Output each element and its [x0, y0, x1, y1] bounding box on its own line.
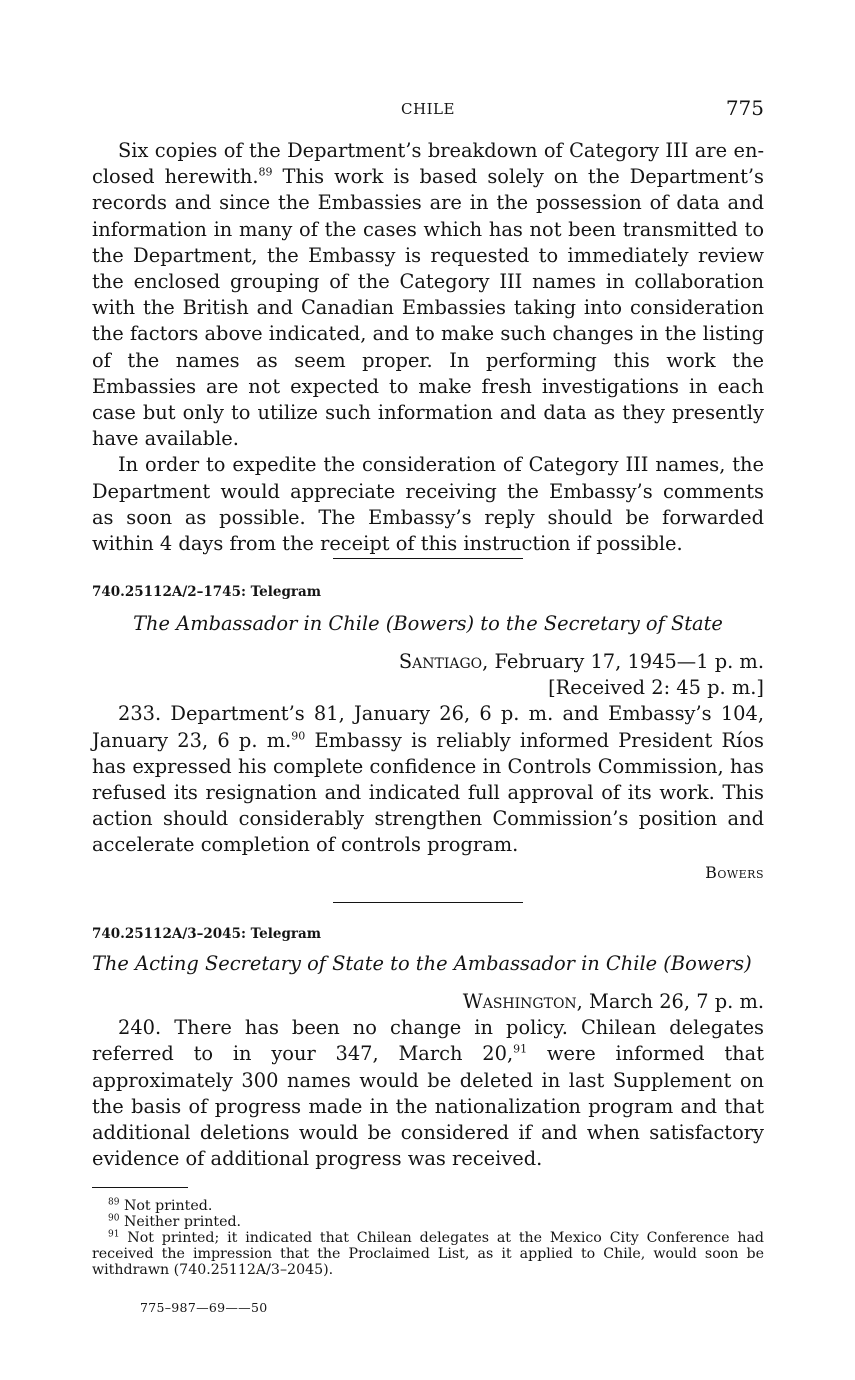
- footnote-91: [92, 1230, 764, 1278]
- date: , February 17, 1945—1 p. m.: [482, 650, 764, 673]
- document-title: The Acting Secretary of State to the Ambassador in Chile (Bowers): [92, 952, 752, 975]
- telegram-number: 240.: [118, 1016, 162, 1040]
- dateline: [92, 649, 764, 675]
- footnote-text: Neither printed.: [123, 1214, 242, 1230]
- page-number: 775: [725, 96, 764, 120]
- footnote-number: 89: [108, 1197, 120, 1208]
- footnote-ref-89: 89: [258, 165, 273, 179]
- footnotes: [92, 1187, 764, 1278]
- text: The Ambassador in Chile: [133, 612, 380, 635]
- text: Department’s 81, January 26, 6 p. m. and Embassy’s 104, January 23, 6 p. m.: [92, 702, 764, 752]
- section-divider: [92, 902, 764, 903]
- footnote-89: [92, 1198, 764, 1214]
- section-divider: [92, 558, 764, 559]
- text: to the Secretary of State: [480, 612, 723, 635]
- document-kind: : Telegram: [240, 584, 322, 600]
- file-number: 740.25112A/3–2045: [92, 926, 241, 942]
- instruction-end: [92, 138, 764, 557]
- text: The Acting Secretary of State to the Ambassador in Chile: [92, 952, 658, 975]
- signature: Bowers: [705, 862, 764, 882]
- date: , March 26, 7 p. m.: [576, 990, 764, 1013]
- place: Washington: [462, 990, 577, 1013]
- dateline: [92, 989, 764, 1015]
- footnote-ref-90: 90: [291, 729, 306, 743]
- imprint-code: 775–987—69——50: [140, 1300, 268, 1315]
- file-reference: [92, 926, 764, 942]
- paragraph-expedite: In order to expedite the consideration of Category III names, the Department would appreciate receiving the Embassy’s comments as soon as possible. The Embassy’s reply should be forwarded within 4 days from the receipt of this instruction if possible.: [92, 453, 764, 556]
- received-line: [Received 2: 45 p. m.]: [548, 676, 764, 700]
- telegram-240: [92, 926, 764, 1172]
- footnote-ref-91: 91: [513, 1042, 528, 1056]
- text: Bowers: [670, 952, 745, 975]
- footnote-text: Not printed; it indicated that Chilean delegates at the Mexico City Conference had received the impression that the Proclaimed List, as it applied to Chile, would soon be withdrawn (740.25112A/3–2045).: [92, 1230, 764, 1278]
- telegram-body: [92, 701, 764, 858]
- text: This work is based solely on the Department’s records and since the Embassies are in the possession of data and information in many of the cases which has not been transmitted to the Department, the Embassy is requested to immediately review the enclosed grouping of the Category III names in collaboration with the British and Canadian Embassies taking into consideration the factors above indicated, and to make such changes in the listing of the names as seem proper. In performing this work the Embassies are not expected to make fresh investigations in each case but only to utilize such information and data as they presently have available.: [92, 165, 764, 451]
- paragraph-category-iii: [92, 138, 764, 452]
- file-number: 740.25112A/2–1745: [92, 584, 241, 600]
- footnote-rule: [92, 1187, 188, 1188]
- text: There has been no change in policy. Chilean delegates referred to in your 347, March 20,: [92, 1016, 764, 1066]
- telegram-233: [92, 584, 764, 882]
- file-reference: [92, 584, 764, 600]
- footnote-number: 90: [108, 1213, 120, 1224]
- footnote-text: Not printed.: [123, 1198, 213, 1214]
- text: Bowers: [393, 612, 467, 635]
- document-title: The Ambassador in Chile (Bowers) to the Secretary of State: [133, 612, 723, 635]
- running-title: CHILE: [401, 100, 455, 118]
- running-head: [92, 96, 764, 120]
- text: Embassy is reliably informed President Ríos has expressed his complete confidence in Controls Commission, has refused its resignation and indicated full approval of its work. This action should considerably strengthen Commission’s position and accelerate completion of controls program.: [92, 728, 764, 857]
- footnote-90: [92, 1214, 764, 1230]
- text: Six copies of the Department’s breakdown of Category III are en-closed herewith.: [92, 139, 764, 189]
- telegram-number: 233.: [118, 702, 162, 726]
- document-kind: : Telegram: [240, 926, 322, 942]
- footnote-number: 91: [108, 1229, 120, 1240]
- printer-imprint: [92, 1300, 764, 1315]
- telegram-body: [92, 1015, 764, 1172]
- place: Santiago: [398, 650, 483, 673]
- text: were informed that approximately 300 names would be deleted in last Supplement on the basis of progress made in the nationalization program and that additional deletions would be considered if and when satisfactory evidence of additional progress was received.: [92, 1042, 764, 1171]
